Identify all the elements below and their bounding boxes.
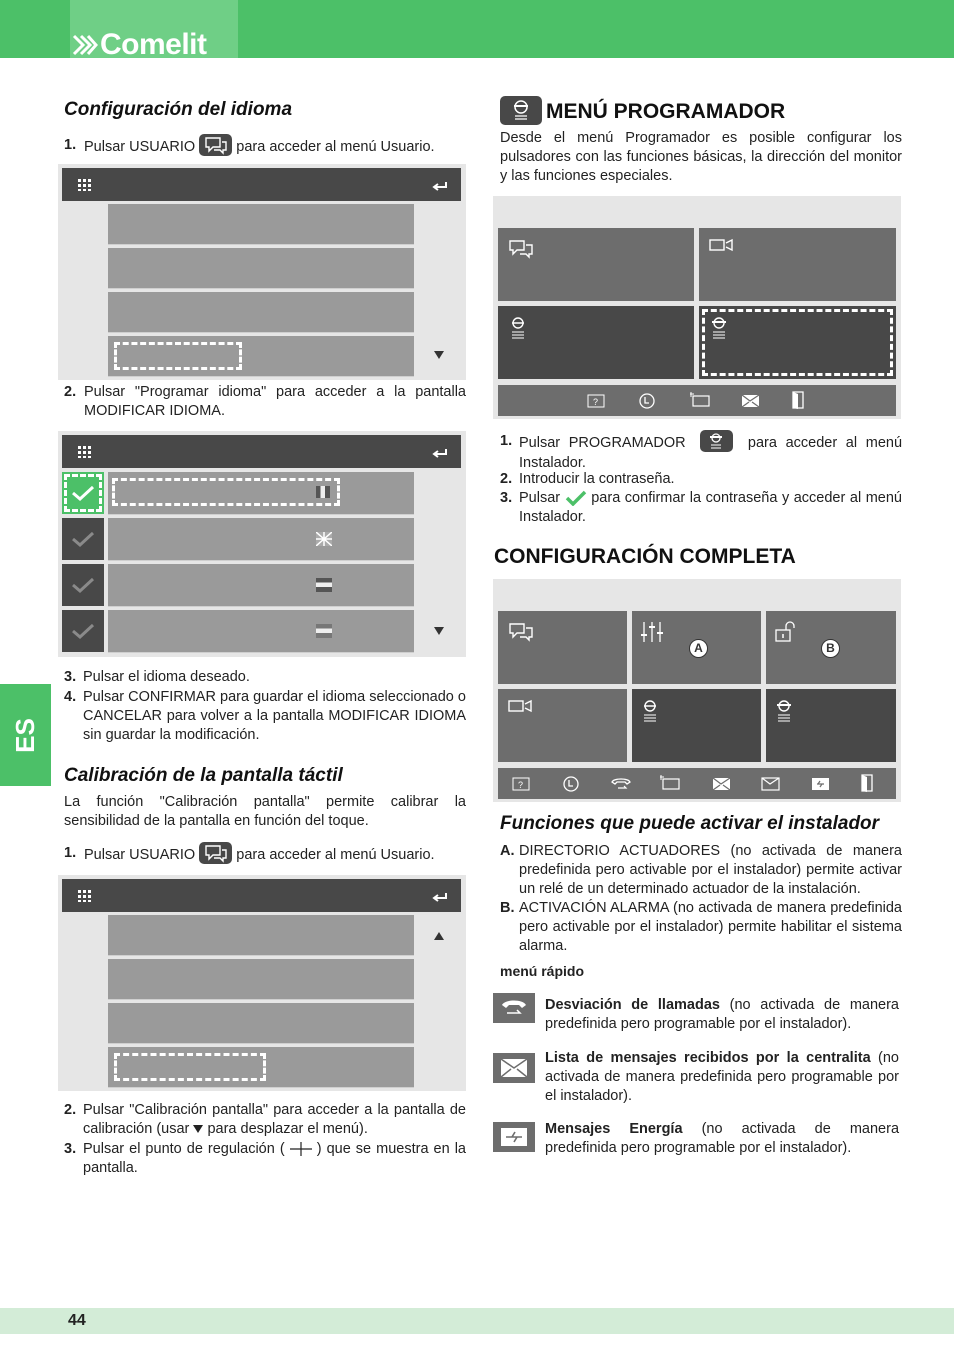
scroll-down-icon[interactable]	[434, 351, 444, 359]
message-list-icon[interactable]	[741, 394, 761, 408]
grid-icon	[78, 179, 92, 191]
step-text: para acceder al menú Instalador.	[519, 434, 903, 471]
missed-call-icon[interactable]	[587, 393, 607, 409]
sliders-icon	[640, 621, 664, 643]
highlight-frame	[114, 1053, 266, 1081]
step-text: para acceder al menú Usuario.	[236, 846, 435, 863]
list-item	[64, 136, 466, 156]
flag-uk-icon	[316, 532, 332, 546]
list-item	[500, 899, 902, 957]
list-item	[500, 470, 902, 490]
tile-user[interactable]	[632, 689, 761, 762]
menu-row[interactable]	[108, 292, 414, 333]
door-open-icon[interactable]	[791, 391, 805, 409]
scroll-down-icon[interactable]	[434, 627, 444, 635]
step-number: 2.	[500, 471, 513, 487]
step-text: Pulsar	[519, 490, 561, 506]
step-text: Pulsar USUARIO	[84, 846, 196, 863]
programmer-icon	[709, 316, 729, 340]
scroll-down-icon	[193, 1125, 203, 1133]
programmer-button-icon	[700, 430, 733, 452]
grid-icon	[78, 890, 92, 902]
step-number: 2.	[64, 1102, 77, 1118]
screen-user-menu	[58, 164, 466, 380]
screen-programmer-menu	[493, 196, 901, 419]
item-text: ACTIVACIÓN ALARMA (no activada de manera predefinida pero activable por el instalador) permite habilitar el sistema alarma.	[519, 900, 902, 954]
language-tab	[0, 684, 51, 786]
checkbox[interactable]	[62, 518, 104, 560]
user-button-icon	[199, 842, 232, 864]
mail-icon[interactable]	[761, 777, 781, 791]
confirm-checkbox-selected[interactable]	[62, 472, 104, 514]
door-open-icon[interactable]	[860, 774, 874, 792]
section-title-language: Configuración del idioma	[64, 99, 293, 120]
menu-row-screen-calibration[interactable]	[108, 1047, 414, 1088]
menu-row[interactable]	[108, 248, 414, 289]
flag-icon	[316, 578, 332, 592]
step-text: ) que se muestra en la pantalla.	[83, 1141, 466, 1176]
screen-full-config	[493, 579, 901, 802]
padlock-open-icon	[774, 621, 798, 643]
step-text: Pulsar "Calibración pantalla" para acceder a la pantalla de calibración (usar	[83, 1102, 466, 1137]
label-a: A	[689, 639, 708, 658]
checkbox[interactable]	[62, 564, 104, 606]
missed-call-icon[interactable]	[512, 776, 532, 792]
section-title-installer-functions: Funciones que puede activar el instalador	[500, 813, 880, 834]
message-list-icon[interactable]	[712, 777, 732, 791]
monitor-icon[interactable]	[660, 774, 682, 792]
quick-menu-bar	[498, 385, 896, 416]
check-icon	[71, 485, 95, 501]
screen-user-menu-calibration	[58, 875, 466, 1091]
check-icon	[71, 577, 95, 593]
section-title-full-config: CONFIGURACIÓN COMPLETA	[494, 545, 796, 568]
highlight-frame	[112, 478, 340, 506]
quick-item-desc: (no activada de manera predefinida pero programable por el instalador).	[545, 1121, 900, 1156]
list-item	[64, 383, 466, 423]
quick-item-desc: (no activada de manera predefinida pero programable por el instalador).	[545, 1050, 899, 1104]
back-icon[interactable]	[432, 893, 448, 903]
screen-header	[62, 435, 461, 468]
menu-row[interactable]	[108, 1003, 414, 1044]
user-settings-icon	[508, 316, 528, 340]
quick-item-energy	[545, 1120, 899, 1158]
screen-header	[62, 168, 461, 201]
step-text: Pulsar CONFIRMAR para guardar el idioma seleccionado o CANCELAR para volver a la pantalla MODIFICAR IDIOMA sin guardar la modificación.	[83, 689, 466, 743]
back-icon[interactable]	[432, 182, 448, 192]
step-text: para confirmar la contraseña y acceder al menú Instalador.	[519, 490, 902, 525]
step-number: 3.	[500, 490, 513, 506]
check-icon	[565, 490, 587, 506]
call-divert-icon[interactable]	[610, 777, 632, 791]
svg-text:?: ?	[593, 397, 599, 407]
step-number: 4.	[64, 689, 77, 705]
quick-menu-label: menú rápido	[500, 963, 585, 979]
tile-alarm[interactable]	[766, 611, 896, 684]
tile-programmer[interactable]	[699, 306, 896, 379]
list-item	[500, 842, 902, 900]
quick-menu-bar	[498, 768, 896, 799]
section-title-calibration: Calibración de la pantalla táctil	[64, 765, 343, 786]
comelit-logo-icon	[72, 34, 98, 56]
list-item	[500, 432, 902, 472]
language-row[interactable]	[108, 564, 414, 607]
list-item	[64, 688, 466, 748]
list-item	[64, 1101, 466, 1141]
flag-italy-icon	[316, 486, 330, 498]
tile-video[interactable]	[699, 228, 896, 301]
message-list-icon	[493, 1053, 535, 1083]
check-icon	[71, 531, 95, 547]
step-text: Introducir la contraseña.	[519, 471, 675, 487]
quick-item-title: Desviación de llamadas	[545, 997, 720, 1013]
list-item	[64, 844, 466, 864]
item-letter: B.	[500, 900, 515, 916]
step-text: Pulsar PROGRAMADOR	[519, 434, 686, 451]
step-text: para acceder al menú Usuario.	[236, 138, 435, 155]
tile-user[interactable]	[498, 306, 694, 379]
quick-item-message-list	[545, 1049, 899, 1106]
step-number: 3.	[64, 669, 77, 685]
item-letter: A.	[500, 843, 515, 859]
language-row[interactable]	[108, 518, 414, 561]
label-b: B	[821, 639, 840, 658]
privacy-icon[interactable]	[638, 392, 658, 410]
step-number: 2.	[64, 384, 77, 400]
checkbox[interactable]	[62, 610, 104, 652]
step-text: Pulsar USUARIO	[84, 138, 196, 155]
menu-row[interactable]	[108, 915, 414, 956]
footer-bar	[0, 1308, 954, 1334]
step-number: 1.	[64, 137, 77, 153]
tile-actuators[interactable]	[632, 611, 761, 684]
quick-item-desc: (no activada de manera predefinida pero programable por el instalador).	[545, 997, 900, 1032]
tile-programmer[interactable]	[766, 689, 896, 762]
menu-row[interactable]	[108, 204, 414, 245]
messages-icon	[508, 621, 536, 643]
scroll-up-icon[interactable]	[434, 932, 444, 940]
list-item	[64, 1140, 466, 1180]
programmer-icon	[500, 96, 542, 125]
crosshair-icon	[290, 1142, 312, 1156]
tile-messages[interactable]	[498, 611, 627, 684]
brand-name: Comelit	[100, 28, 207, 61]
programmer-intro: Desde el menú Programador es posible configurar los pulsadores con las funciones básicas, la dirección del monitor y las funciones especiales.	[500, 130, 902, 184]
language-row[interactable]	[108, 472, 414, 515]
screen-change-language	[58, 431, 466, 657]
user-settings-icon	[640, 699, 660, 723]
grid-icon	[78, 446, 92, 458]
user-button-icon	[199, 134, 232, 156]
menu-row-program-language[interactable]	[108, 336, 414, 377]
menu-row[interactable]	[108, 959, 414, 1000]
highlight-frame	[114, 342, 242, 370]
step-number: 1.	[64, 845, 77, 861]
video-icon	[508, 699, 534, 717]
calibration-intro: La función "Calibración pantalla" permite calibrar la sensibilidad de la pantalla en función del toque.	[64, 794, 466, 829]
svg-text:?: ?	[518, 780, 524, 790]
page-number: 44	[68, 1312, 86, 1329]
programmer-icon	[774, 699, 794, 723]
privacy-icon[interactable]	[562, 775, 582, 793]
energy-message-icon[interactable]	[811, 777, 831, 791]
step-number: 1.	[500, 433, 513, 449]
tile-video[interactable]	[498, 689, 627, 762]
highlight-frame	[702, 309, 893, 376]
step-text: Pulsar "Programar idioma" para acceder a la pantalla MODIFICAR IDIOMA.	[84, 384, 466, 419]
language-tab-label: ES	[10, 717, 40, 753]
back-icon[interactable]	[432, 449, 448, 459]
video-icon	[709, 238, 735, 256]
step-text: para desplazar el menú).	[207, 1121, 368, 1137]
check-icon	[71, 623, 95, 639]
quick-item-title: Mensajes Energía	[545, 1121, 683, 1137]
item-text: DIRECTORIO ACTUADORES (no activada de manera predefinida pero activable por el instalador) permite activar un relé de un determinado actuador de la instalación.	[519, 843, 902, 897]
tile-messages[interactable]	[498, 228, 694, 301]
step-text: Pulsar el idioma deseado.	[83, 669, 250, 685]
messages-icon	[508, 238, 536, 260]
screen-header	[62, 879, 461, 912]
language-row[interactable]	[108, 610, 414, 653]
list-item	[500, 489, 902, 529]
energy-message-icon	[493, 1122, 535, 1152]
monitor-icon[interactable]	[690, 391, 712, 409]
step-number: 3.	[64, 1141, 77, 1157]
flag-icon	[316, 624, 332, 638]
step-text: Pulsar el punto de regulación (	[83, 1141, 285, 1157]
quick-item-call-divert	[545, 996, 899, 1034]
list-item	[64, 668, 466, 688]
call-divert-icon	[493, 993, 535, 1023]
section-title-programmer: MENÚ PROGRAMADOR	[546, 100, 786, 123]
quick-item-title: Lista de mensajes recibidos por la centralita	[545, 1050, 871, 1066]
